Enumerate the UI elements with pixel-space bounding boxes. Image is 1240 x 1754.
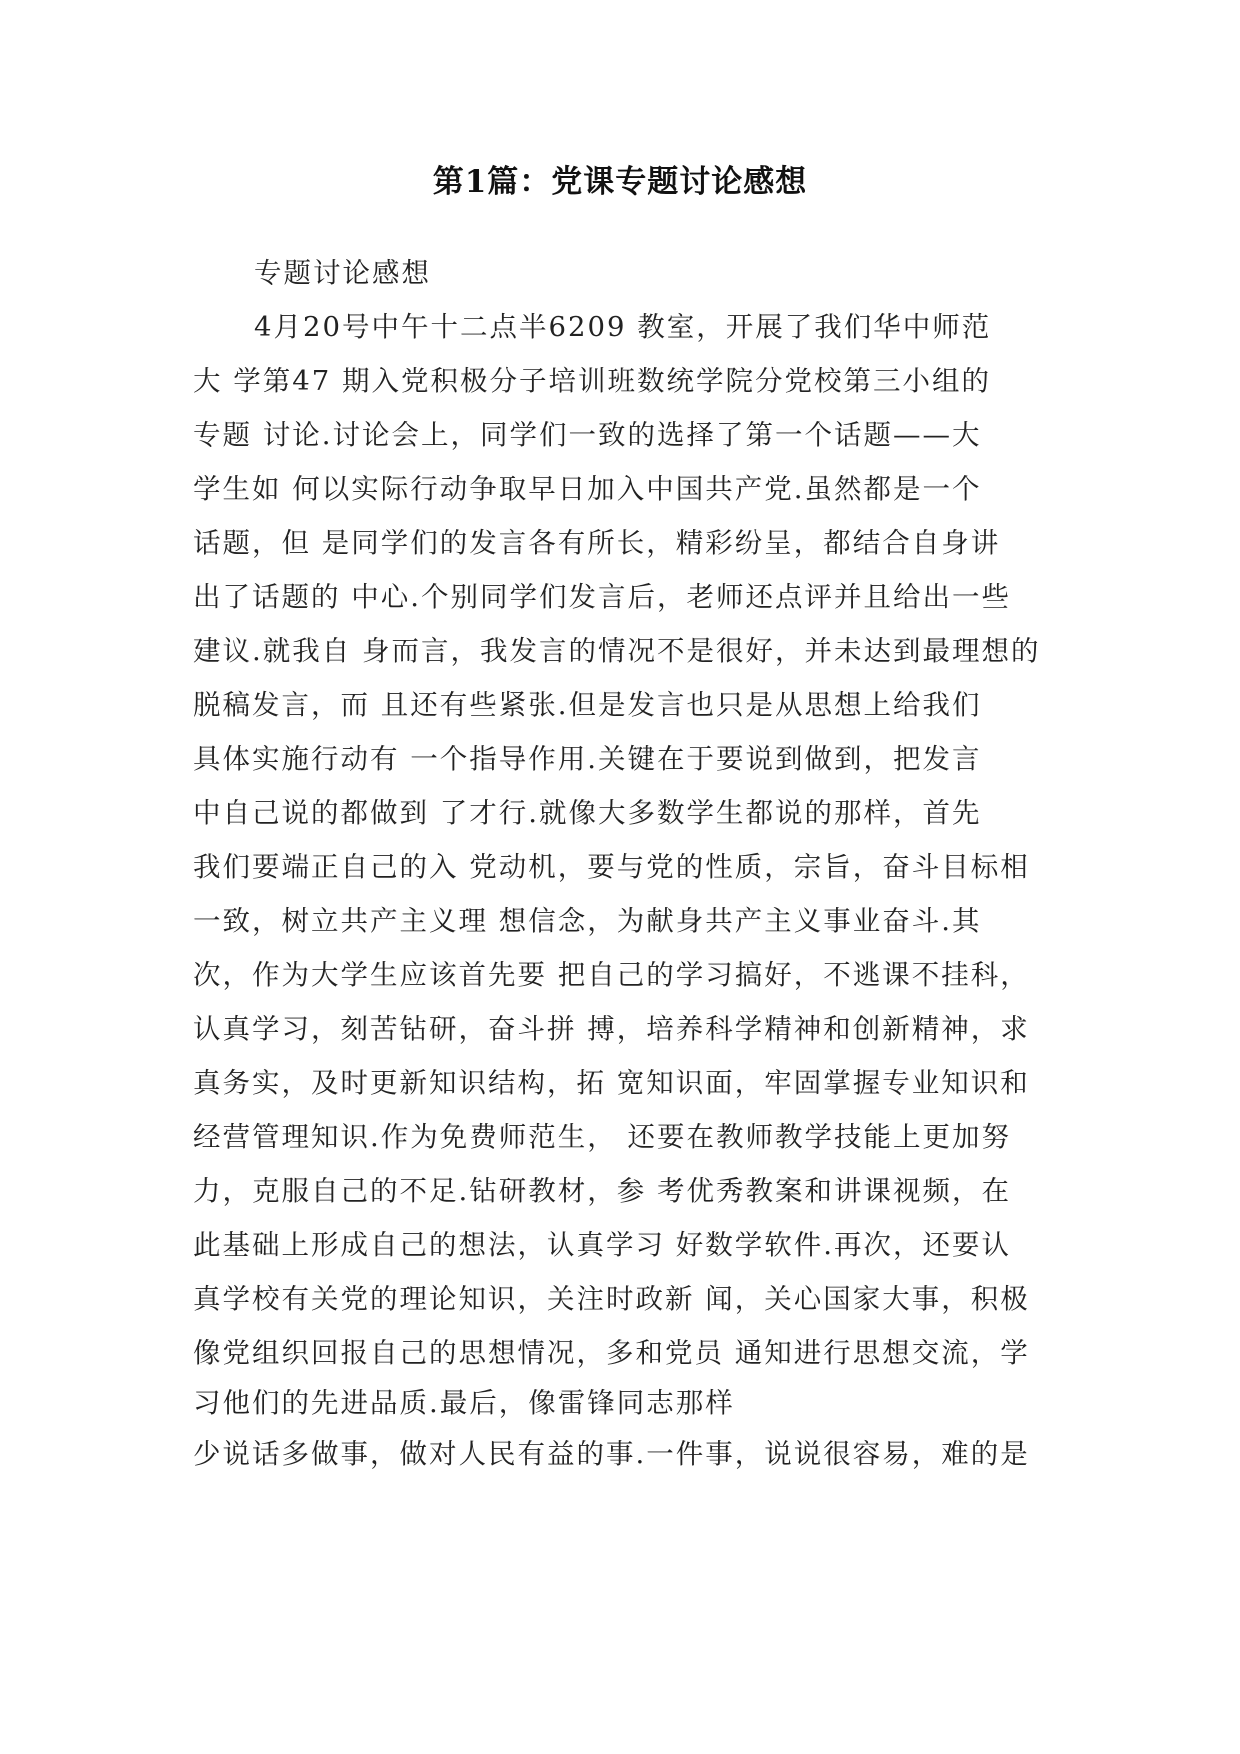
text-line: 认真学习，刻苦钻研，奋斗拼 搏，培养科学精神和创新精神，求 (193, 1013, 1030, 1045)
text-line: 真学校有关党的理论知识，关注时政新 闻，关心国家大事，积极 (193, 1283, 1030, 1315)
text-line: 此基础上形成自己的想法，认真学习 好数学软件.再次，还要认 (193, 1229, 1011, 1261)
text-line: 中自己说的都做到 了才行.就像大多数学生都说的那样，首先 (193, 797, 982, 829)
document-body (193, 246, 1053, 1481)
text-line: 专题 讨论.讨论会上，同学们一致的选择了第一个话题——大 (193, 419, 982, 451)
paragraph-heading: 专题讨论感想 (254, 257, 431, 289)
text-line: 话题，但 是同学们的发言各有所长，精彩纷呈，都结合自身讲 (193, 527, 1001, 559)
text-line: 习他们的先进品质.最后，像雷锋同志那样 (193, 1387, 735, 1419)
text-line: 我们要端正自己的入 党动机，要与党的性质，宗旨，奋斗目标相 (193, 851, 1030, 883)
text-line: 4月20号中午十二点半6209 教室，开展了我们华中师范 (254, 311, 992, 343)
text-line: 具体实施行动有 一个指导作用.关键在于要说到做到，把发言 (193, 743, 982, 775)
text-line: 少说话多做事，做对人民有益的事.一件事，说说很容易，难的是 (193, 1438, 1030, 1470)
text-line: 大 学第47 期入党积极分子培训班数统学院分党校第三小组的 (193, 365, 991, 397)
text-line: 脱稿发言，而 且还有些紧张.但是发言也只是从思想上给我们 (193, 689, 982, 721)
text-line: 经营管理知识.作为免费师范生， 还要在教师教学技能上更加努 (193, 1121, 1011, 1153)
text-line: 像党组织回报自己的思想情况，多和党员 通知进行思想交流，学 (193, 1337, 1030, 1369)
text-line: 建议.就我自 身而言，我发言的情况不是很好，并未达到最理想的 (193, 635, 1041, 667)
document-title: 第1篇：党课专题讨论感想 (432, 164, 808, 200)
text-line: 出了话题的 中心.个别同学们发言后，老师还点评并且给出一些 (193, 581, 1011, 613)
text-line: 一致，树立共产主义理 想信念，为献身共产主义事业奋斗.其 (193, 905, 982, 937)
text-line: 学生如 何以实际行动争取早日加入中国共产党.虽然都是一个 (193, 473, 982, 505)
text-line: 次，作为大学生应该首先要 把自己的学习搞好，不逃课不挂科， (193, 959, 1030, 991)
text-line: 真务实，及时更新知识结构，拓 宽知识面，牢固掌握专业知识和 (193, 1067, 1030, 1099)
text-line: 力，克服自己的不足.钻研教材，参 考优秀教案和讲课视频，在 (193, 1175, 1011, 1207)
